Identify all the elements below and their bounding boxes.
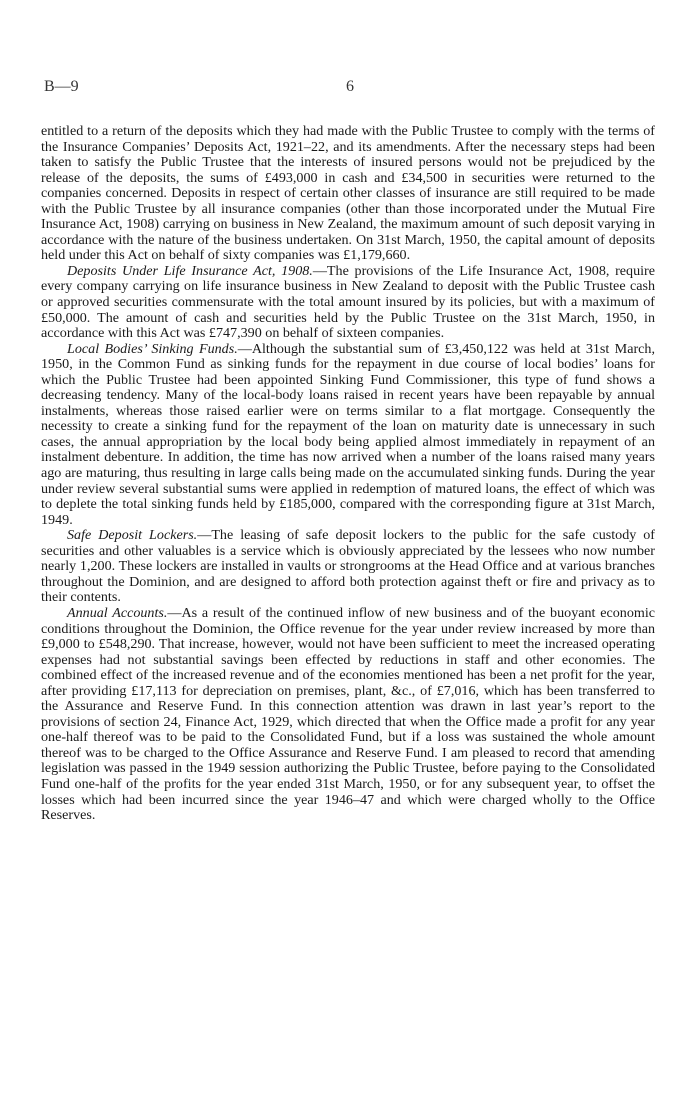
paragraph-text: entitled to a return of the deposits which they had made with the Public Trustee to comply with the terms of the Insurance Companies’ Deposits Act, 1921–22, and its amendments. After the necessary steps had been taken to satisfy the Public Trustee that the interests of insured persons would not be prejudiced by the release of the deposits, the sums of £493,000 in cash and £34,500 in securities were returned to the companies concerned. Deposits in respect of certain other classes of insurance are still required to be made with the Public Trustee by all insurance companies (other than those incorporated under the Mutual Fire Insurance Act, 1908) carrying on business in New Zealand, the maximum amount of such deposit varying in accordance with the nature of the business undertaken. On 31st March, 1950, the capital amount of deposits held under this Act on behalf of sixty companies was £1,179,660. xyxy=(41,123,655,264)
body-text xyxy=(41,124,655,824)
paragraph-text: —Although the substantial sum of £3,450,122 was held at 31st March, 1950, in the Common Fund as sinking funds for the repayment in due course of local bodies’ loans for which the Public Trustee had been appointed Sinking Fund Commissioner, this type of fund shows a decreasing tendency. Many of the local-body loans raised in recent years have been repayable by annual instalments, whereas those raised earlier were on terms similar to a flat mortgage. Consequently the necessity to create a sinking fund for the repayment of the loan on maturity date is unnecessary in such cases, the annual appropriation by the local body being applied almost immediately in repayment of an instalment debenture. In addition, the time has now arrived when a number of the loans raised many years ago are maturing, thus resulting in large calls being made on the accumulated sinking funds. During the year under review several substantial sums were applied in redemption of matured loans, the effect of which was to deplete the total sinking funds held by £185,000, compared with the corresponding figure at 31st March, 1949. xyxy=(41,340,655,528)
paragraph-text: —The leasing of safe deposit lockers to the public for the safe custody of securities and other valuables is a service which is obviously appreciated by the lessees who now number nearly 1,200. These lockers are installed in vaults or strongrooms at the Head Office and at various branches throughout the Dominion, and are designed to afford both protection against theft or fire and privacy as to their contents. xyxy=(41,527,655,606)
page-header xyxy=(44,78,656,102)
report-reference: B—9 xyxy=(44,78,79,95)
paragraph-heading: Deposits Under Life Insurance Act, 1908. xyxy=(67,262,313,279)
page-number: 6 xyxy=(346,78,354,95)
paragraph-safe-deposit-lockers xyxy=(41,528,655,606)
paragraph-life-insurance-deposits xyxy=(41,264,655,342)
paragraph-heading: Safe Deposit Lockers. xyxy=(67,527,198,544)
paragraph-text: —As a result of the continued inflow of new business and of the buoyant economic conditions throughout the Dominion, the Office revenue for the year under review increased by more than £9,000 to £548,290. That increase, however, would not have been sufficient to meet the increased operating expenses had not substantial savings been effected by reductions in staff and other economies. The combined effect of the increased revenue and of the economies mentioned has been a net profit for the year, after providing £17,113 for depreciation on premises, plant, &c., of £7,016, which has been transferred to the Assurance and Reserve Fund. In this connection attention was drawn in last year’s report to the provisions of section 24, Finance Act, 1929, which directed that when the Office made a profit for any year one-half thereof was to be paid to the Consolidated Fund, but if a loss was sustained the whole amount thereof was to be charged to the Office Assurance and Reserve Fund. I am pleased to record that amending legislation was passed in the 1949 session authorizing the Public Trustee, before paying to the Consolidated Fund one-half of the profits for the year ended 31st March, 1950, or for any subsequent year, to offset the losses which had been incurred since the year 1946–47 and which were charged wholly to the Office Reserves. xyxy=(41,604,655,824)
paragraph-text: —The provisions of the Life Insurance Act, 1908, require every company carrying on life insurance business in New Zealand to deposit with the Public Trustee cash or approved securities commensurate with the total amount insured by its policies, but with a maximum of £50,000. The amount of cash and securities held by the Public Trustee on the 31st March, 1950, in accordance with this Act was £747,390 on behalf of sixteen companies. xyxy=(41,262,655,342)
paragraph-insurance-deposits xyxy=(41,124,655,264)
paragraph-annual-accounts xyxy=(41,606,655,824)
paragraph-heading: Local Bodies’ Sinking Funds. xyxy=(67,340,238,357)
paragraph-sinking-funds xyxy=(41,342,655,529)
paragraph-heading: Annual Accounts. xyxy=(67,604,168,621)
